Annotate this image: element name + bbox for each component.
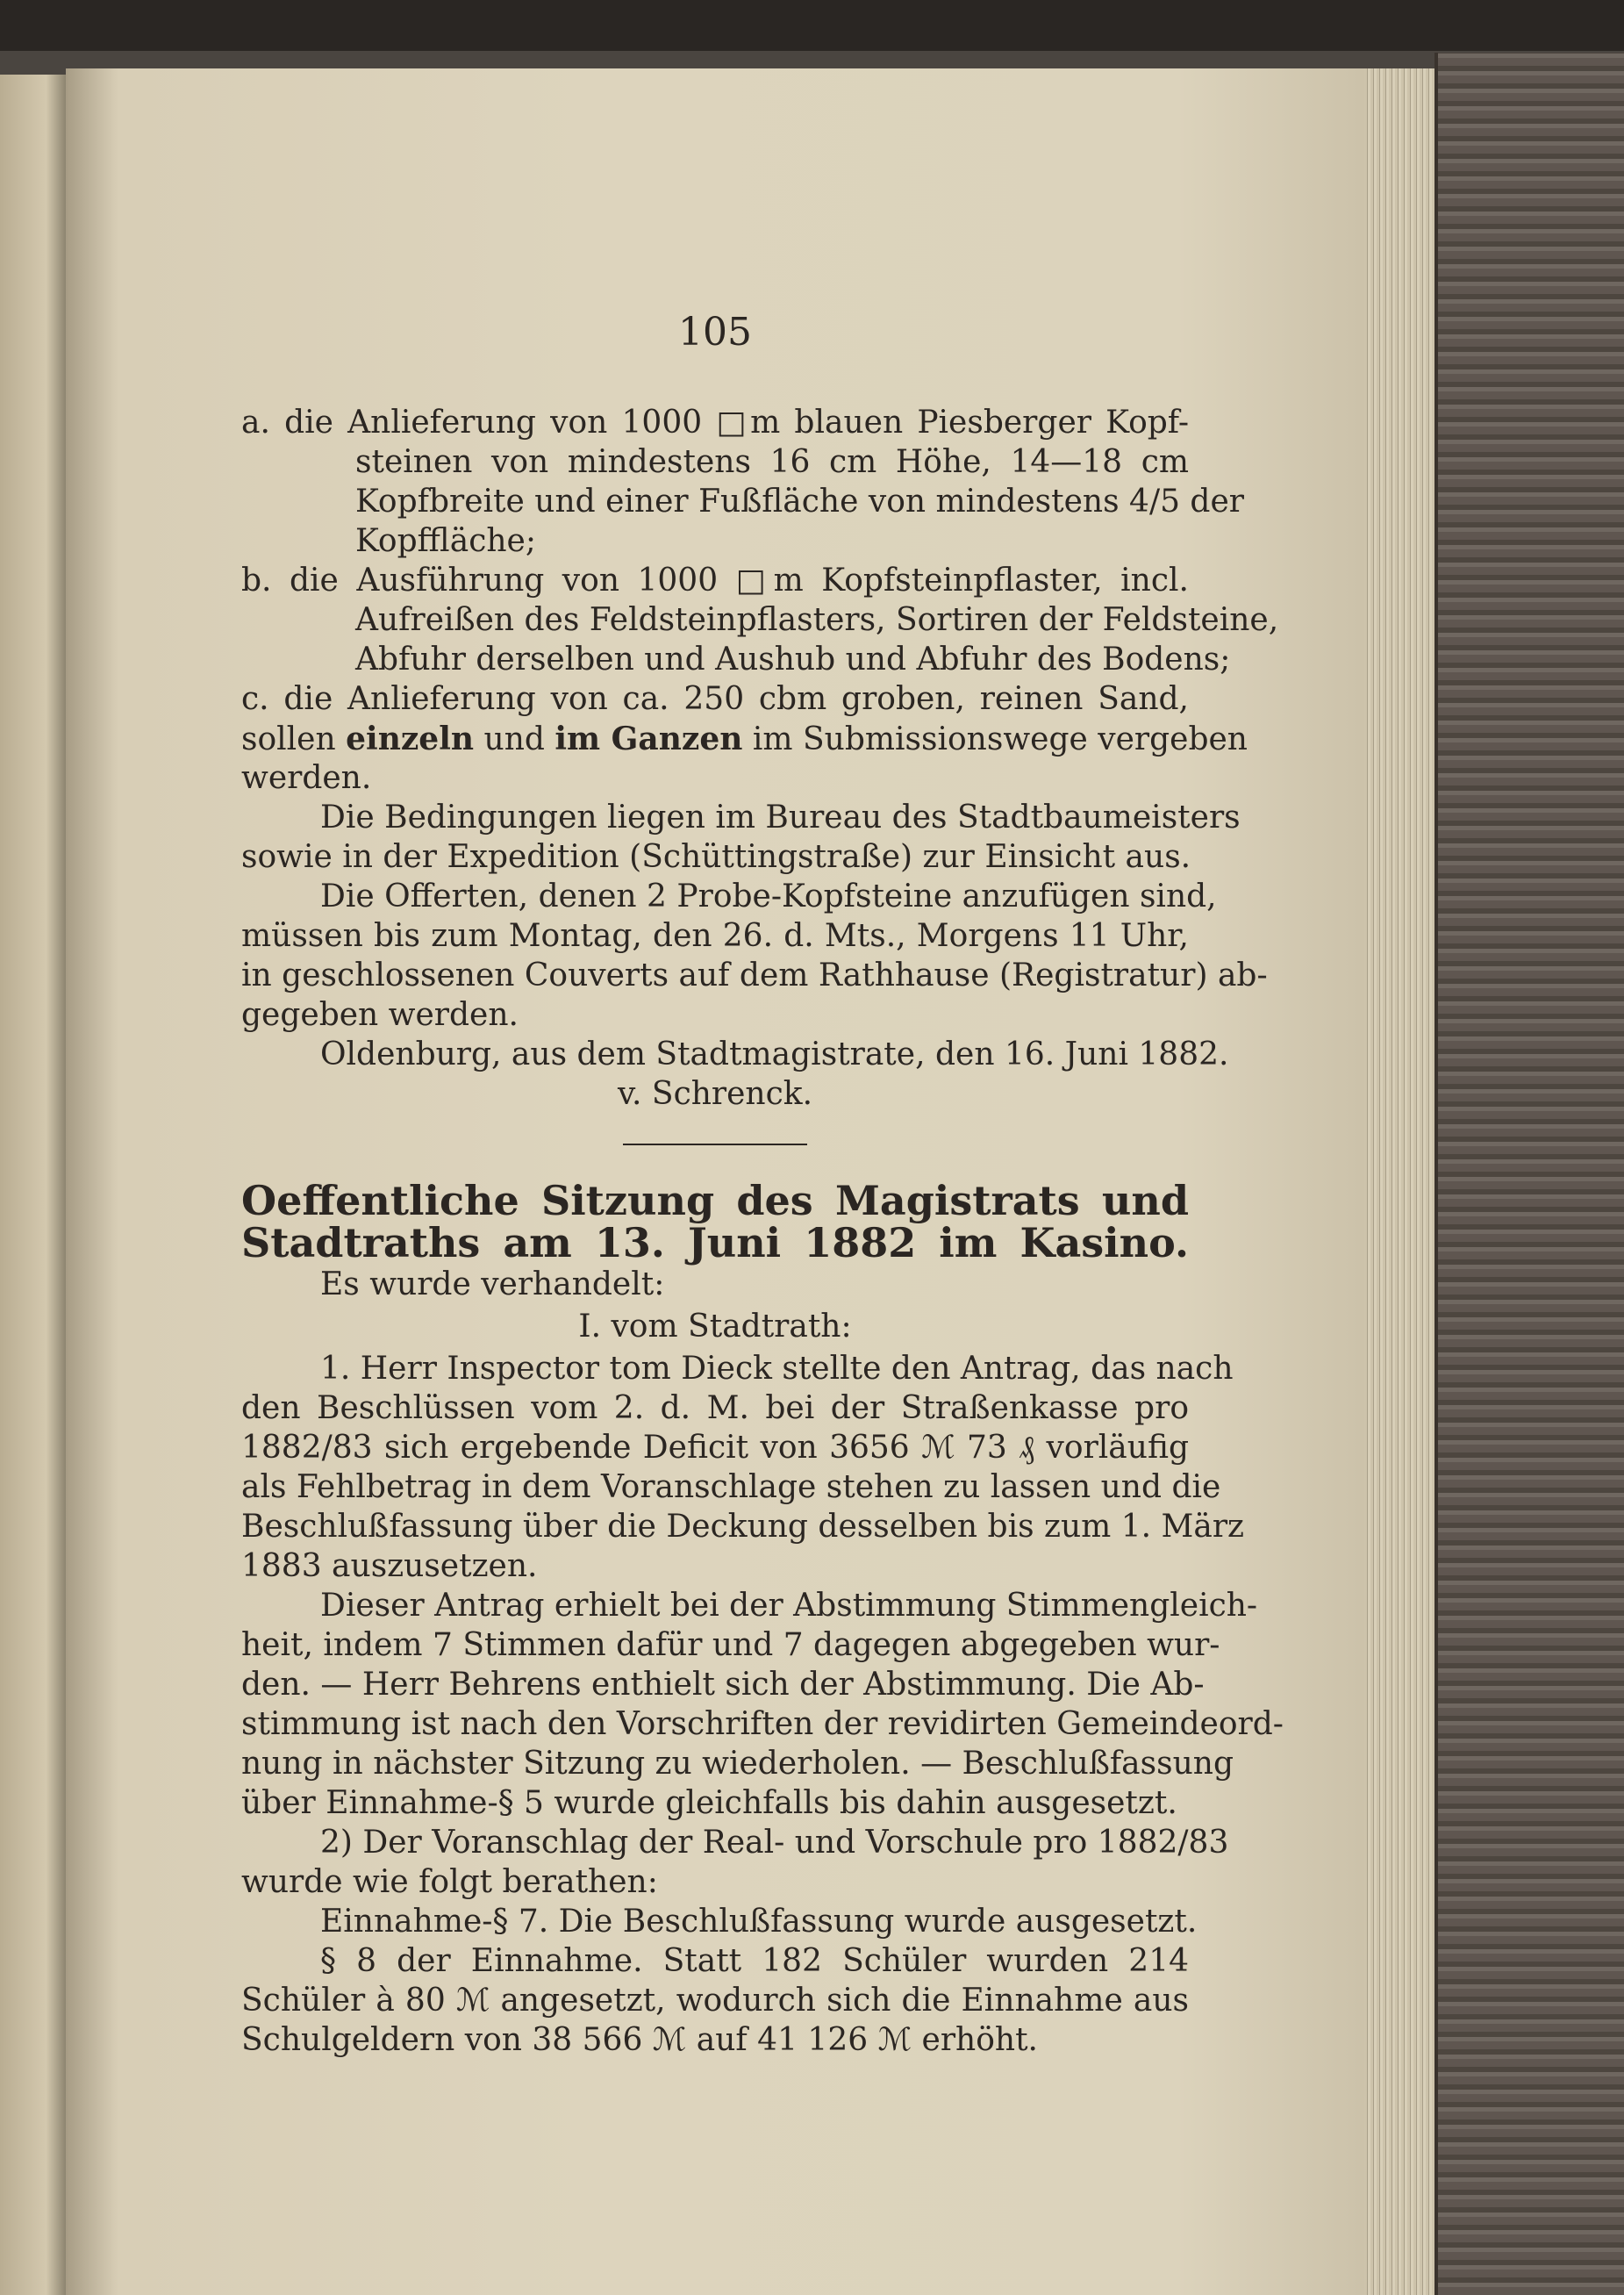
offerten-line-2: müssen bis zum Montag, den 26. d. Mts., Morgens 11 Uhr, (241, 918, 1189, 954)
item-c-line-1: c. die Anlieferung von ca. 250 cbm groben, reinen Sand, (241, 681, 1189, 717)
page-number: 105 (678, 310, 752, 355)
p3-line-2: wurde wie folgt berathen: (241, 1864, 658, 1900)
item-a-line-2: steinen von mindestens 16 cm Höhe, 14—18 cm (355, 444, 1189, 480)
item-a-line-4: Kopffläche; (355, 523, 536, 559)
datum-line: Oldenburg, aus dem Stadtmagistrate, den 16. Juni 1882. (320, 1036, 1229, 1072)
sollen-line (241, 718, 1248, 761)
p1-line-3: 1882/83 sich ergebende Deficit von 3656 ℳ 73 ₰ vorläufig (241, 1430, 1189, 1466)
offerten-line-3: in geschlossenen Couverts auf dem Rathhause (Registratur) ab- (241, 957, 1268, 993)
p5-line-3: Schulgeldern von 38 566 ℳ auf 41 126 ℳ erhöht. (241, 2022, 1038, 2058)
left-page-edge (0, 75, 66, 2295)
emph-im-ganzen: im Ganzen (554, 721, 743, 757)
p1-line-6: 1883 auszusetzen. (241, 1548, 538, 1584)
item-a-line-3: Kopfbreite und einer Fußfläche von mindestens 4/5 der (355, 484, 1244, 520)
section-heading-line-1: Oeffentliche Sitzung des Magistrats und (241, 1177, 1189, 1224)
p2-line-6: über Einnahme-§ 5 wurde gleichfalls bis dahin ausgesetzt. (241, 1785, 1177, 1821)
emph-einzeln: einzeln (346, 721, 475, 757)
p5-line-1: § 8 der Einnahme. Statt 182 Schüler wurden 214 (320, 1943, 1189, 1979)
p5-line-2: Schüler à 80 ℳ angesetzt, wodurch sich die Einnahme aus (241, 1983, 1189, 2019)
p1-line-4: als Fehlbetrag in dem Voranschlage stehen zu lassen und die (241, 1469, 1221, 1505)
section-divider (623, 1144, 807, 1145)
p2-line-5: nung in nächster Sitzung zu wiederholen. — Beschlußfassung (241, 1746, 1234, 1782)
item-b-line-2: Aufreißen des Feldsteinpflasters, Sortiren der Feldsteine, (355, 602, 1279, 638)
item-a-line-1: a. die Anlieferung von 1000 □m blauen Piesberger Kopf- (241, 405, 1189, 441)
p1-line-1: 1. Herr Inspector tom Dieck stellte den Antrag, das nach (320, 1351, 1234, 1387)
item-b-line-1: b. die Ausführung von 1000 □m Kopfsteinpflaster, incl. (241, 563, 1189, 599)
offerten-line-1: Die Offerten, denen 2 Probe-Kopfsteine anzufügen sind, (320, 879, 1217, 914)
p2-line-3: den. — Herr Behrens enthielt sich der Abstimmung. Die Ab- (241, 1667, 1205, 1703)
sollen-pre: sollen (241, 721, 347, 757)
sollen-post: im Submissionswege vergeben (742, 721, 1248, 757)
sollen-line-2: werden. (241, 760, 372, 796)
p4-line: Einnahme-§ 7. Die Beschlußfassung wurde ausgesetzt. (320, 1904, 1198, 1940)
verhandelt-line: Es wurde verhandelt: (320, 1266, 665, 1302)
signature: v. Schrenck. (617, 1076, 813, 1112)
p1-line-5: Beschlußfassung über die Deckung desselben bis zum 1. März (241, 1509, 1245, 1545)
p2-line-1: Dieser Antrag erhielt bei der Abstimmung Stimmengleich- (320, 1588, 1258, 1624)
item-b-line-3: Abfuhr derselben und Aushub und Abfuhr des Bodens; (355, 642, 1231, 678)
offerten-line-4: gegeben werden. (241, 997, 519, 1033)
bedingungen-line-2: sowie in der Expedition (Schüttingstraße) zur Einsicht aus. (241, 839, 1191, 875)
book-spine (1434, 53, 1624, 2295)
sollen-mid: und (474, 721, 555, 757)
section-stadtrath: I. vom Stadtrath: (578, 1309, 852, 1345)
p1-line-2: den Beschlüssen vom 2. d. M. bei der Straßenkasse pro (241, 1390, 1189, 1426)
section-heading-line-2: Stadtraths am 13. Juni 1882 im Kasino. (241, 1219, 1189, 1266)
p2-line-4: stimmung ist nach den Vorschriften der revidirten Gemeindeord- (241, 1706, 1284, 1742)
bedingungen-line-1: Die Bedingungen liegen im Bureau des Stadtbaumeisters (320, 800, 1241, 836)
page-edges (1364, 68, 1434, 2295)
book-page (66, 68, 1373, 2295)
p3-line-1: 2) Der Voranschlag der Real- und Vorschule pro 1882/83 (320, 1825, 1229, 1861)
p2-line-2: heit, indem 7 Stimmen dafür und 7 dagegen abgegeben wur- (241, 1627, 1220, 1663)
